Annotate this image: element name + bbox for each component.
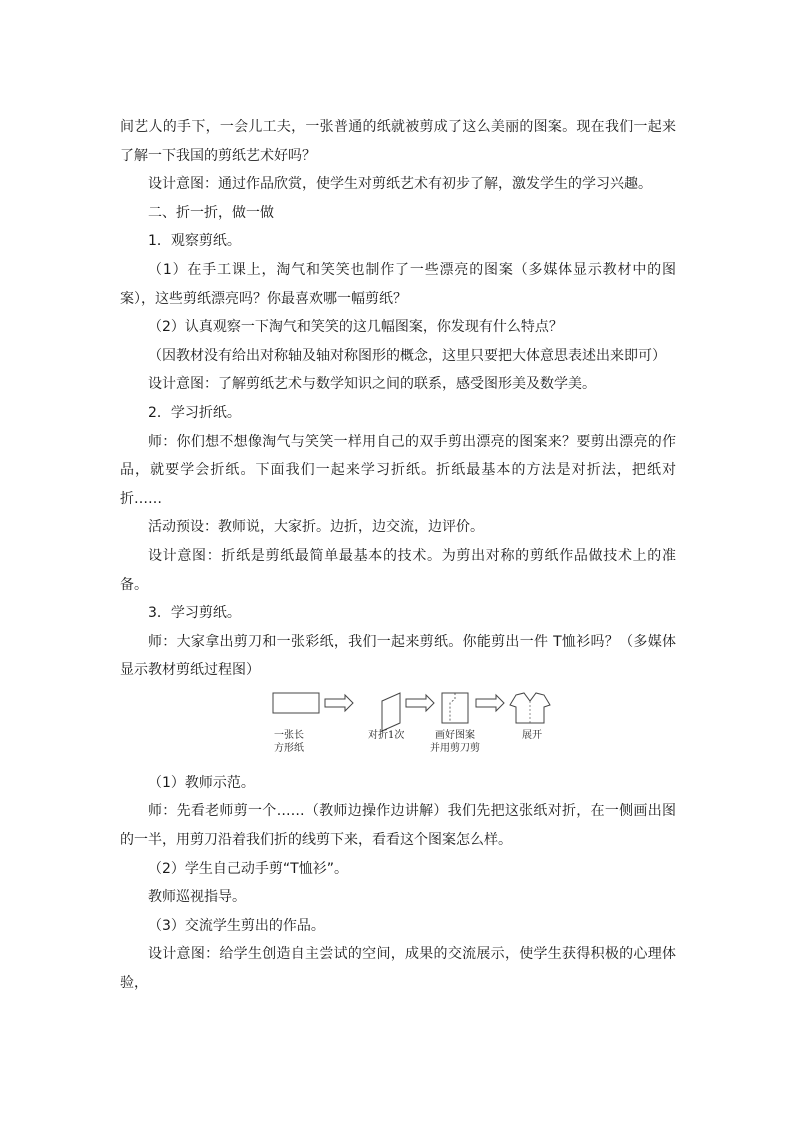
paragraph: 1．观察剪纸。 — [148, 233, 241, 250]
document-page — [120, 113, 676, 998]
paragraph: 2．学习折纸。 — [148, 404, 241, 421]
step-label-line: 展开 — [522, 729, 542, 741]
step-label-draw-cut — [430, 729, 480, 755]
half-shirt-outline — [450, 693, 455, 723]
text-block-top — [120, 113, 676, 685]
step-label-fold — [368, 729, 404, 742]
step-label-unfold — [522, 729, 542, 742]
paragraph: 二、折一折，做一做 — [148, 204, 274, 221]
step-label-line: 一张长 — [274, 729, 304, 741]
process-diagram-svg — [120, 689, 676, 761]
paragraph: 教师巡视指导。 — [148, 889, 246, 906]
paragraph: 间艺人的手下，一会儿工夫，一张普通的纸就被剪成了这么美丽的图案。现在我们一起来了解一下我国的剪纸艺术好吗？ — [120, 119, 676, 164]
folded-paper-shape — [382, 693, 400, 731]
arrow-icon — [325, 695, 353, 711]
paragraph: （3）交流学生剪出的作品。 — [148, 917, 325, 934]
paragraph: 设计意图：折纸是剪纸最简单最基本的技术。为剪出对称的剪纸作品做技术上的准备。 — [120, 547, 676, 593]
arrow-icon — [476, 695, 504, 711]
step-label-line: 画好图案 — [435, 729, 475, 741]
paragraph: （1）教师示范。 — [148, 774, 255, 791]
paragraph: 设计意图：了解剪纸艺术与数学知识之间的联系，感受图形美及数学美。 — [148, 376, 596, 393]
paragraph: 设计意图：给学生创造自主尝试的空间，成果的交流展示，使学生获得积极的心理体验， — [120, 946, 676, 992]
paragraph: 师：大家拿出剪刀和一张彩纸，我们一起来剪纸。你能剪出一件 T恤衫吗？（多媒体显示教材剪纸过程图） — [120, 633, 676, 679]
step-label-rectangle — [274, 729, 304, 755]
paper-cutting-process-figure — [120, 689, 676, 761]
paragraph: 师：先看老师剪一个……（教师边操作边讲解）我们先把这张纸对折，在一侧画出图的一半，用剪刀沿着我们折的线剪下来，看看这个图案怎么样。 — [120, 803, 676, 849]
step-label-line: 对折1次 — [368, 729, 405, 741]
rectangle-paper-shape — [273, 693, 319, 713]
paragraph: 活动预设：教师说，大家折。边折，边交流，边评价。 — [148, 519, 484, 536]
text-block-bottom — [120, 769, 676, 998]
paragraph: （因教材没有给出对称轴及轴对称图形的概念，这里只要把大体意思表述出来即可） — [148, 347, 666, 364]
paragraph: 设计意图：通过作品欣赏，使学生对剪纸艺术有初步了解，激发学生的学习兴趣。 — [148, 176, 652, 193]
paragraph: 师：你们想不想像淘气与笑笑一样用自己的双手剪出漂亮的图案来？要剪出漂亮的作品，就要学会折纸。下面我们一起来学习折纸。折纸最基本的方法是对折法，把纸对折…… — [120, 433, 676, 507]
arrow-icon — [406, 695, 434, 711]
paragraph: 3．学习剪纸。 — [148, 605, 241, 622]
paragraph: （2）学生自己动手剪“T恤衫”。 — [148, 860, 348, 877]
step-label-line: 并用剪刀剪 — [430, 742, 480, 754]
paragraph: （1）在手工课上，淘气和笑笑也制作了一些漂亮的图案（多媒体显示教材中的图案），这些剪纸漂亮吗？你最喜欢哪一幅剪纸？ — [120, 261, 676, 307]
step-label-line: 方形纸 — [274, 742, 304, 754]
paragraph: （2）认真观察一下淘气和笑笑的这几幅图案，你发现有什么特点？ — [148, 319, 563, 336]
